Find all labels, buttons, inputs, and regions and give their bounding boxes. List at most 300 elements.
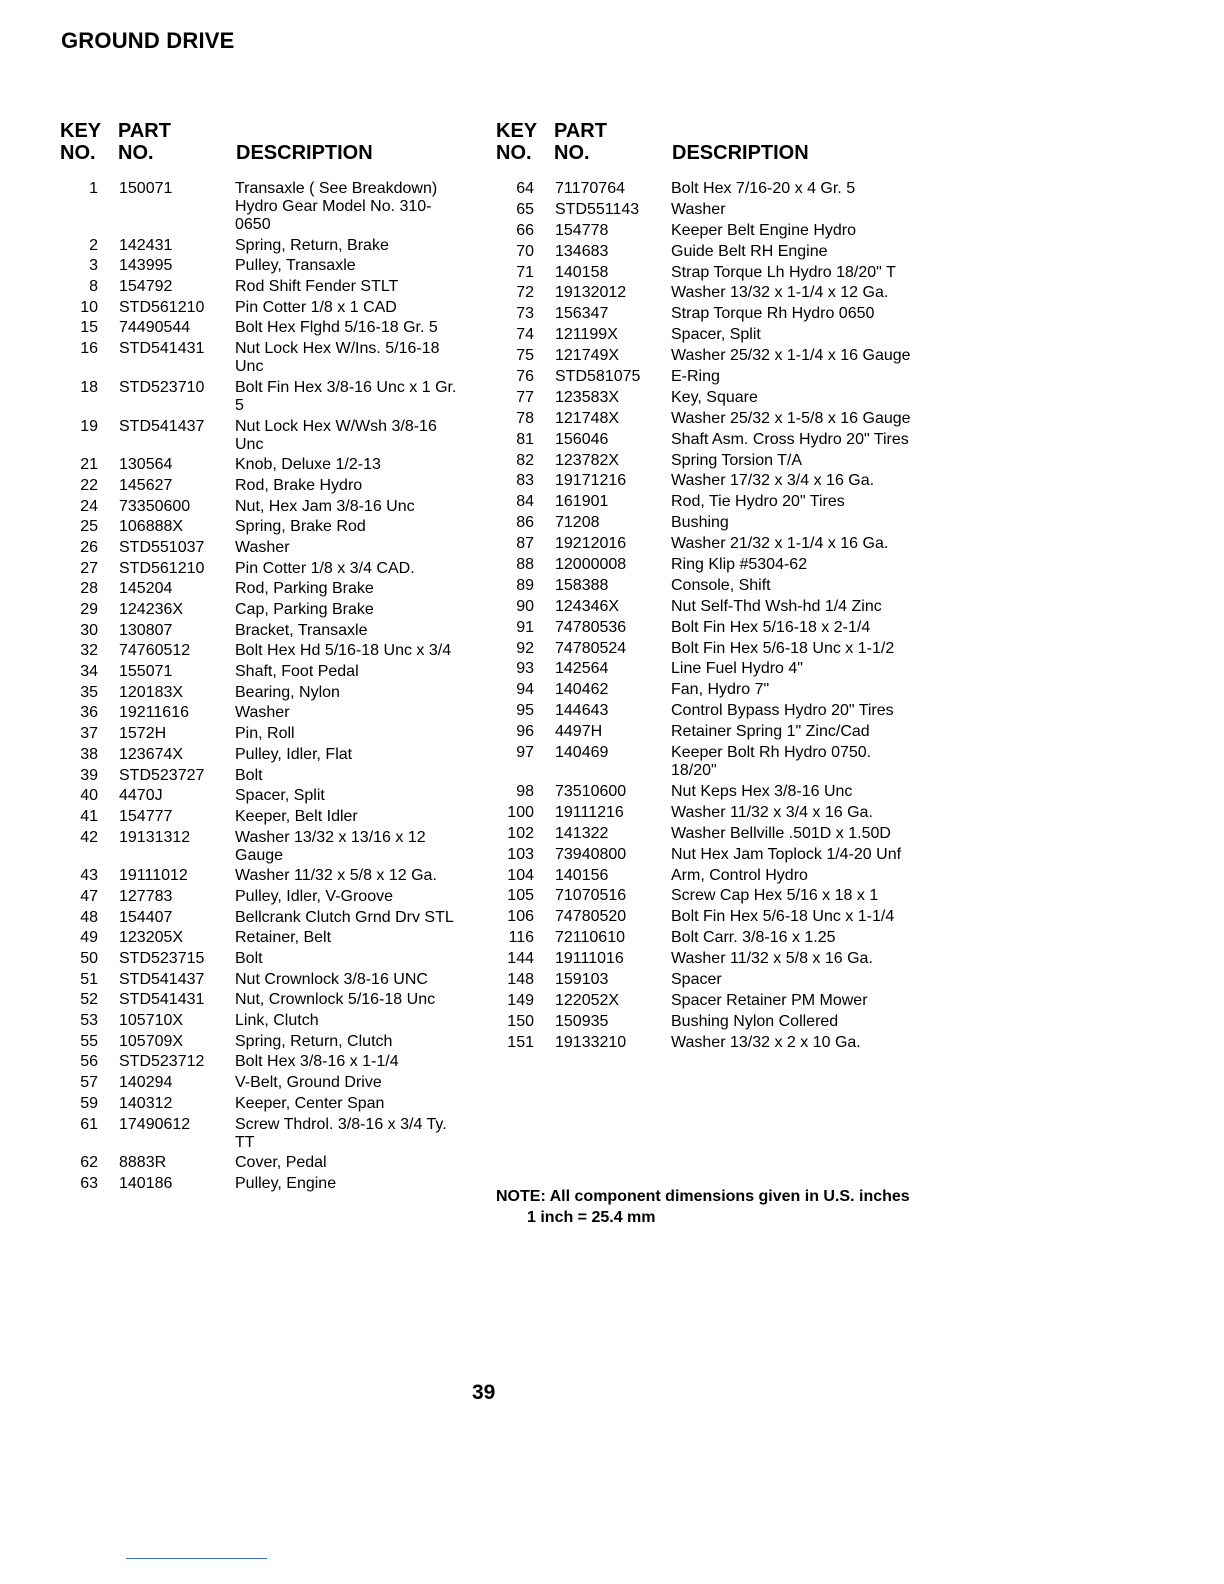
- part-no-cell: 19111216: [555, 803, 624, 821]
- description-cell: Bolt Hex 7/16-20 x 4 Gr. 5: [671, 180, 856, 197]
- key-no-cell: 83: [516, 472, 534, 490]
- table-row: [494, 744, 911, 783]
- table-row: [494, 222, 911, 243]
- part-no-cell: 140158: [555, 263, 609, 281]
- part-no-cell: STD551143: [555, 200, 640, 218]
- key-no-cell: 96: [516, 723, 534, 741]
- description-cell: Bushing Nylon Collered: [671, 1012, 839, 1030]
- key-no-cell: 91: [516, 618, 534, 636]
- table-row: [494, 867, 911, 888]
- key-no-cell: 50: [80, 950, 98, 967]
- header-part-no: [554, 120, 607, 164]
- table-row: [58, 1033, 465, 1054]
- key-no-cell: 148: [507, 970, 534, 988]
- description-cell: Rod Shift Fender STLT: [235, 278, 399, 296]
- table-row: [494, 929, 911, 950]
- part-no-cell: 144643: [555, 702, 609, 720]
- description-cell: Bolt: [235, 950, 263, 967]
- header-description: DESCRIPTION: [672, 142, 809, 164]
- part-no-cell: 19131312: [119, 828, 191, 846]
- table-row: [494, 389, 911, 410]
- part-no-cell: 150071: [119, 180, 173, 197]
- table-row: [58, 456, 465, 477]
- key-no-cell: 24: [80, 497, 98, 515]
- part-no-cell: 105709X: [119, 1032, 184, 1050]
- part-no-cell: 154792: [119, 278, 173, 296]
- description-cell: Washer 17/32 x 3/4 x 16 Ga.: [671, 472, 875, 490]
- table-row: [58, 867, 465, 888]
- key-no-cell: 8: [89, 278, 98, 296]
- table-row: [494, 846, 911, 867]
- description-cell: Link, Clutch: [235, 1012, 319, 1030]
- table-row: [58, 237, 465, 258]
- key-no-cell: 62: [80, 1154, 98, 1172]
- part-no-cell: 72110610: [555, 929, 625, 947]
- part-no-cell: 145204: [119, 580, 173, 598]
- part-no-cell: 154778: [555, 221, 609, 239]
- table-row: [494, 783, 911, 804]
- part-no-cell: 142431: [119, 236, 173, 254]
- page-number: 39: [472, 1381, 496, 1404]
- dimension-note: [496, 1186, 910, 1228]
- key-no-cell: 56: [80, 1053, 98, 1071]
- part-no-cell: 140294: [119, 1074, 173, 1092]
- description-cell: Spacer, Split: [671, 326, 761, 344]
- key-no-cell: 28: [80, 580, 98, 598]
- part-no-cell: 134683: [555, 242, 609, 260]
- key-no-cell: 29: [80, 601, 98, 618]
- description-cell: Fan, Hydro 7": [671, 681, 770, 699]
- key-no-cell: 32: [80, 642, 98, 660]
- part-no-cell: 124236X: [119, 601, 184, 618]
- table-row: [494, 804, 911, 825]
- table-row: [58, 418, 465, 457]
- key-no-cell: 15: [80, 319, 98, 337]
- header-part-line2: NO.: [554, 142, 590, 164]
- key-no-cell: 63: [80, 1174, 98, 1192]
- table-row: [494, 825, 911, 846]
- key-no-cell: 51: [80, 970, 98, 988]
- table-row: [494, 950, 911, 971]
- part-no-cell: 17490612: [119, 1115, 191, 1133]
- part-no-cell: 74780520: [555, 908, 627, 926]
- part-no-cell: 156046: [555, 430, 609, 448]
- part-no-cell: STD523710: [119, 378, 205, 396]
- description-cell: Rod, Tie Hydro 20" Tires: [671, 493, 845, 511]
- part-no-cell: 123205X: [119, 929, 184, 947]
- part-no-cell: 73940800: [555, 845, 627, 863]
- description-cell: Nut Crownlock 3/8-16 UNC: [235, 970, 428, 988]
- table-row: [58, 379, 465, 418]
- table-row: [58, 1012, 465, 1033]
- description-cell: Washer 11/32 x 5/8 x 12 Ga.: [235, 867, 437, 885]
- key-no-cell: 97: [516, 744, 534, 762]
- table-row: [494, 535, 911, 556]
- table-row: [58, 1116, 465, 1155]
- key-no-cell: 38: [80, 745, 98, 763]
- description-cell: Spring, Return, Clutch: [235, 1032, 393, 1050]
- part-no-cell: 140156: [555, 866, 609, 884]
- key-no-cell: 19: [80, 417, 98, 435]
- part-no-cell: STD561210: [119, 298, 205, 316]
- description-cell: Rod, Parking Brake: [235, 580, 374, 598]
- description-cell: Pin Cotter 1/8 x 3/4 CAD.: [235, 559, 415, 577]
- parts-list-left: [58, 118, 478, 1196]
- description-cell: Bolt Carr. 3/8-16 x 1.25: [671, 929, 836, 947]
- table-row: [58, 909, 465, 930]
- key-no-cell: 66: [516, 221, 534, 239]
- table-row: [494, 431, 911, 452]
- table-row: [58, 340, 465, 379]
- part-no-cell: 8883R: [119, 1154, 167, 1172]
- description-cell: Keeper Belt Engine Hydro: [671, 221, 856, 239]
- header-part-no: [118, 120, 171, 164]
- header-description: DESCRIPTION: [236, 142, 373, 164]
- part-no-cell: 123782X: [555, 451, 620, 469]
- part-no-cell: 120183X: [119, 683, 184, 701]
- description-cell: Pulley, Engine: [235, 1174, 337, 1192]
- part-no-cell: STD551037: [119, 538, 205, 556]
- table-row: [58, 1175, 465, 1196]
- key-no-cell: 57: [80, 1074, 98, 1092]
- part-no-cell: 127783: [119, 887, 173, 905]
- column-headers-right: [494, 118, 924, 180]
- key-no-cell: 94: [516, 681, 534, 699]
- part-no-cell: 161901: [555, 493, 609, 511]
- description-cell: Spring Torsion T/A: [671, 451, 803, 469]
- header-key-line1: KEY: [496, 120, 538, 142]
- description-cell: Cover, Pedal: [235, 1154, 327, 1172]
- description-cell: Pulley, Idler, Flat: [235, 745, 353, 763]
- key-no-cell: 116: [508, 929, 534, 947]
- table-row: [494, 971, 911, 992]
- part-no-cell: STD523715: [119, 950, 205, 967]
- part-no-cell: 124346X: [555, 597, 620, 615]
- key-no-cell: 93: [516, 660, 534, 678]
- part-no-cell: 4497H: [555, 723, 603, 741]
- key-no-cell: 74: [516, 326, 534, 344]
- table-row: [494, 723, 911, 744]
- description-cell: Bolt Fin Hex 5/6-18 Unc x 1-1/2: [671, 639, 895, 657]
- part-no-cell: 4470J: [119, 787, 163, 805]
- description-cell: Spacer: [671, 970, 722, 988]
- table-row: [58, 1074, 465, 1095]
- key-no-cell: 64: [516, 180, 534, 197]
- description-cell: Control Bypass Hydro 20" Tires: [671, 702, 894, 720]
- table-row: [494, 410, 911, 431]
- key-no-cell: 48: [80, 908, 98, 926]
- key-no-cell: 21: [80, 456, 98, 474]
- description-cell: Washer 13/32 x 13/16 x 12 Gauge: [235, 828, 426, 864]
- part-no-cell: STD541437: [119, 970, 205, 988]
- table-row: [58, 991, 465, 1012]
- part-no-cell: 141322: [555, 824, 609, 842]
- description-cell: Washer 13/32 x 2 x 10 Ga.: [671, 1033, 861, 1051]
- key-no-cell: 30: [80, 621, 98, 639]
- key-no-cell: 18: [80, 378, 98, 396]
- table-row: [494, 640, 911, 661]
- description-cell: Spacer Retainer PM Mower: [671, 991, 868, 1009]
- table-row: [494, 702, 911, 723]
- table-row: [58, 278, 465, 299]
- key-no-cell: 82: [516, 451, 534, 469]
- scan-edge-line: [126, 1558, 267, 1559]
- key-no-cell: 25: [80, 518, 98, 536]
- key-no-cell: 59: [80, 1094, 98, 1112]
- description-cell: Guide Belt RH Engine: [671, 242, 828, 260]
- description-cell: Washer 11/32 x 5/8 x 16 Ga.: [671, 950, 873, 968]
- key-no-cell: 90: [516, 597, 534, 615]
- table-row: [58, 642, 465, 663]
- part-no-cell: 106888X: [119, 518, 184, 536]
- part-no-cell: 143995: [119, 257, 173, 275]
- key-no-cell: 26: [80, 538, 98, 556]
- description-cell: Screw Cap Hex 5/16 x 18 x 1: [671, 887, 879, 905]
- description-cell: Bushing: [671, 514, 729, 532]
- description-cell: Bolt Hex 3/8-16 x 1-1/4: [235, 1053, 399, 1071]
- key-no-cell: 100: [507, 803, 534, 821]
- part-no-cell: 156347: [555, 305, 609, 323]
- description-cell: Keeper Bolt Rh Hydro 0750. 18/20": [671, 744, 872, 780]
- key-no-cell: 150: [507, 1012, 534, 1030]
- description-cell: Retainer, Belt: [235, 929, 332, 947]
- note-line-1: NOTE: All component dimensions given in U.S. inches: [496, 1188, 910, 1205]
- description-cell: Pulley, Transaxle: [235, 257, 356, 275]
- part-no-cell: 130807: [119, 621, 173, 639]
- part-no-cell: 122052X: [555, 991, 620, 1009]
- part-no-cell: 71208: [555, 514, 600, 532]
- part-no-cell: STD541431: [119, 340, 205, 358]
- part-no-cell: 73350600: [119, 497, 191, 515]
- description-cell: Bolt Fin Hex 3/8-16 Unc x 1 Gr. 5: [235, 378, 457, 414]
- table-row: [58, 299, 465, 320]
- description-cell: Washer 13/32 x 1-1/4 x 12 Ga.: [671, 284, 889, 302]
- table-row: [58, 560, 465, 581]
- table-row: [494, 472, 911, 493]
- part-no-cell: 140469: [555, 744, 609, 762]
- description-cell: Knob, Deluxe 1/2-13: [235, 456, 381, 474]
- key-no-cell: 151: [507, 1033, 534, 1051]
- description-cell: Nut Lock Hex W/Ins. 5/16-18 Unc: [235, 340, 440, 376]
- key-no-cell: 47: [80, 887, 98, 905]
- part-no-cell: STD523727: [119, 766, 205, 784]
- header-key-no: [496, 120, 537, 164]
- part-no-cell: 74780524: [555, 639, 627, 657]
- table-row: [494, 493, 911, 514]
- table-row: [494, 992, 911, 1013]
- part-no-cell: 154777: [119, 807, 173, 825]
- description-cell: Screw Thdrol. 3/8-16 x 3/4 Ty. TT: [235, 1115, 447, 1151]
- description-cell: Pulley, Idler, V-Groove: [235, 887, 393, 905]
- parts-list-right: [494, 118, 924, 1055]
- part-no-cell: 19111016: [555, 950, 624, 968]
- table-row: [58, 929, 465, 950]
- key-no-cell: 61: [80, 1115, 98, 1133]
- key-no-cell: 27: [80, 559, 98, 577]
- table-row: [58, 477, 465, 498]
- table-row: [494, 619, 911, 640]
- table-row: [58, 704, 465, 725]
- table-row: [58, 518, 465, 539]
- table-row: [494, 180, 911, 201]
- description-cell: Bolt Hex Hd 5/16-18 Unc x 3/4: [235, 642, 452, 660]
- key-no-cell: 41: [80, 807, 98, 825]
- table-row: [58, 539, 465, 560]
- key-no-cell: 88: [516, 556, 534, 574]
- key-no-cell: 106: [507, 908, 534, 926]
- description-cell: Pin, Roll: [235, 725, 295, 743]
- description-cell: Ring Klip #5304-62: [671, 556, 808, 574]
- description-cell: Washer: [235, 704, 290, 722]
- note-line-2: 1 inch = 25.4 mm: [527, 1209, 656, 1226]
- part-no-cell: STD523712: [119, 1053, 205, 1071]
- part-no-cell: 73510600: [555, 782, 627, 800]
- key-no-cell: 34: [80, 663, 98, 681]
- key-no-cell: 10: [80, 298, 98, 316]
- key-no-cell: 89: [516, 576, 534, 594]
- description-cell: Washer 25/32 x 1-5/8 x 16 Gauge: [671, 409, 911, 427]
- key-no-cell: 144: [507, 950, 534, 968]
- key-no-cell: 75: [516, 347, 534, 365]
- key-no-cell: 65: [516, 200, 534, 218]
- description-cell: Keeper, Belt Idler: [235, 807, 358, 825]
- part-no-cell: 154407: [119, 908, 173, 926]
- description-cell: Spring, Brake Rod: [235, 518, 366, 536]
- part-no-cell: 155071: [119, 663, 173, 681]
- key-no-cell: 71: [516, 263, 534, 281]
- table-row: [494, 660, 911, 681]
- description-cell: Bellcrank Clutch Grnd Drv STL: [235, 908, 454, 926]
- part-no-cell: 121199X: [555, 326, 618, 344]
- key-no-cell: 105: [507, 887, 534, 905]
- part-no-cell: 74760512: [119, 642, 191, 660]
- part-no-cell: 123674X: [119, 745, 184, 763]
- table-row: [494, 908, 911, 929]
- description-cell: Pin Cotter 1/8 x 1 CAD: [235, 298, 397, 316]
- table-row: [494, 243, 911, 264]
- table-row: [494, 452, 911, 473]
- description-cell: V-Belt, Ground Drive: [235, 1074, 382, 1092]
- description-cell: Arm, Control Hydro: [671, 866, 808, 884]
- key-no-cell: 92: [516, 639, 534, 657]
- part-no-cell: 19132012: [555, 284, 627, 302]
- key-no-cell: 55: [80, 1032, 98, 1050]
- part-no-cell: 121748X: [555, 409, 620, 427]
- part-no-cell: 123583X: [555, 388, 620, 406]
- description-cell: Rod, Brake Hydro: [235, 476, 363, 494]
- description-cell: Line Fuel Hydro 4": [671, 660, 803, 678]
- description-cell: Nut, Crownlock 5/16-18 Unc: [235, 991, 436, 1009]
- key-no-cell: 70: [516, 242, 534, 260]
- key-no-cell: 72: [516, 284, 534, 302]
- description-cell: Washer 21/32 x 1-1/4 x 16 Ga.: [671, 535, 889, 553]
- page-title: GROUND DRIVE: [61, 28, 235, 53]
- description-cell: Bearing, Nylon: [235, 683, 340, 701]
- key-no-cell: 53: [80, 1012, 98, 1030]
- part-no-cell: 158388: [555, 576, 609, 594]
- key-no-cell: 78: [516, 409, 534, 427]
- table-row: [494, 577, 911, 598]
- description-cell: Washer 11/32 x 3/4 x 16 Ga.: [671, 803, 873, 821]
- key-no-cell: 52: [80, 991, 98, 1009]
- table-row: [58, 580, 465, 601]
- key-no-cell: 22: [80, 476, 98, 494]
- key-no-cell: 87: [516, 535, 534, 553]
- part-no-cell: STD561210: [119, 559, 205, 577]
- part-no-cell: 145627: [119, 476, 173, 494]
- description-cell: Key, Square: [671, 388, 758, 406]
- table-row: [58, 622, 465, 643]
- part-no-cell: 74490544: [119, 319, 191, 337]
- part-no-cell: 19171216: [555, 472, 627, 490]
- description-cell: Shaft, Foot Pedal: [235, 663, 359, 681]
- table-row: [58, 1154, 465, 1175]
- table-row: [58, 950, 465, 971]
- table-row: [58, 498, 465, 519]
- parts-table-right: [494, 180, 911, 1055]
- table-row: [58, 971, 465, 992]
- key-no-cell: 149: [507, 991, 534, 1009]
- key-no-cell: 3: [89, 257, 98, 275]
- part-no-cell: 1572H: [119, 725, 167, 743]
- part-no-cell: STD541437: [119, 417, 205, 435]
- part-no-cell: 121749X: [555, 347, 620, 365]
- key-no-cell: 86: [516, 514, 534, 532]
- key-no-cell: 98: [516, 782, 534, 800]
- table-row: [494, 326, 911, 347]
- table-row: [58, 1095, 465, 1116]
- table-row: [494, 514, 911, 535]
- part-no-cell: 130564: [119, 456, 173, 474]
- description-cell: Bracket, Transaxle: [235, 621, 368, 639]
- description-cell: Keeper, Center Span: [235, 1094, 385, 1112]
- table-row: [58, 257, 465, 278]
- key-no-cell: 49: [80, 929, 98, 947]
- header-part-line1: PART: [554, 120, 607, 142]
- table-row: [494, 284, 911, 305]
- key-no-cell: 42: [80, 828, 98, 846]
- key-no-cell: 73: [516, 305, 534, 323]
- table-row: [494, 598, 911, 619]
- parts-table-left: [58, 180, 465, 1196]
- header-key-line1: KEY: [60, 120, 102, 142]
- description-cell: Nut Lock Hex W/Wsh 3/8-16 Unc: [235, 417, 437, 453]
- table-row: [58, 888, 465, 909]
- key-no-cell: 39: [80, 766, 98, 784]
- description-cell: Washer Bellville .501D x 1.50D: [671, 824, 891, 842]
- description-cell: Spacer, Split: [235, 787, 325, 805]
- key-no-cell: 103: [507, 845, 534, 863]
- table-row: [494, 347, 911, 368]
- description-cell: Washer: [671, 200, 726, 218]
- header-key-no: [60, 120, 101, 164]
- table-row: [494, 887, 911, 908]
- part-no-cell: STD581075: [555, 368, 641, 386]
- header-part-line2: NO.: [118, 142, 154, 164]
- table-row: [494, 201, 911, 222]
- part-no-cell: 71070516: [555, 887, 627, 905]
- table-row: [58, 829, 465, 868]
- description-cell: Transaxle ( See Breakdown) Hydro Gear Model No. 310-0650: [235, 180, 438, 233]
- description-cell: Nut Self-Thd Wsh-hd 1/4 Zinc: [671, 597, 882, 615]
- description-cell: Cap, Parking Brake: [235, 601, 374, 618]
- table-row: [58, 601, 465, 622]
- table-row: [58, 767, 465, 788]
- description-cell: Retainer Spring 1" Zinc/Cad: [671, 723, 870, 741]
- key-no-cell: 81: [516, 430, 534, 448]
- table-row: [58, 725, 465, 746]
- part-no-cell: 19133210: [555, 1033, 627, 1051]
